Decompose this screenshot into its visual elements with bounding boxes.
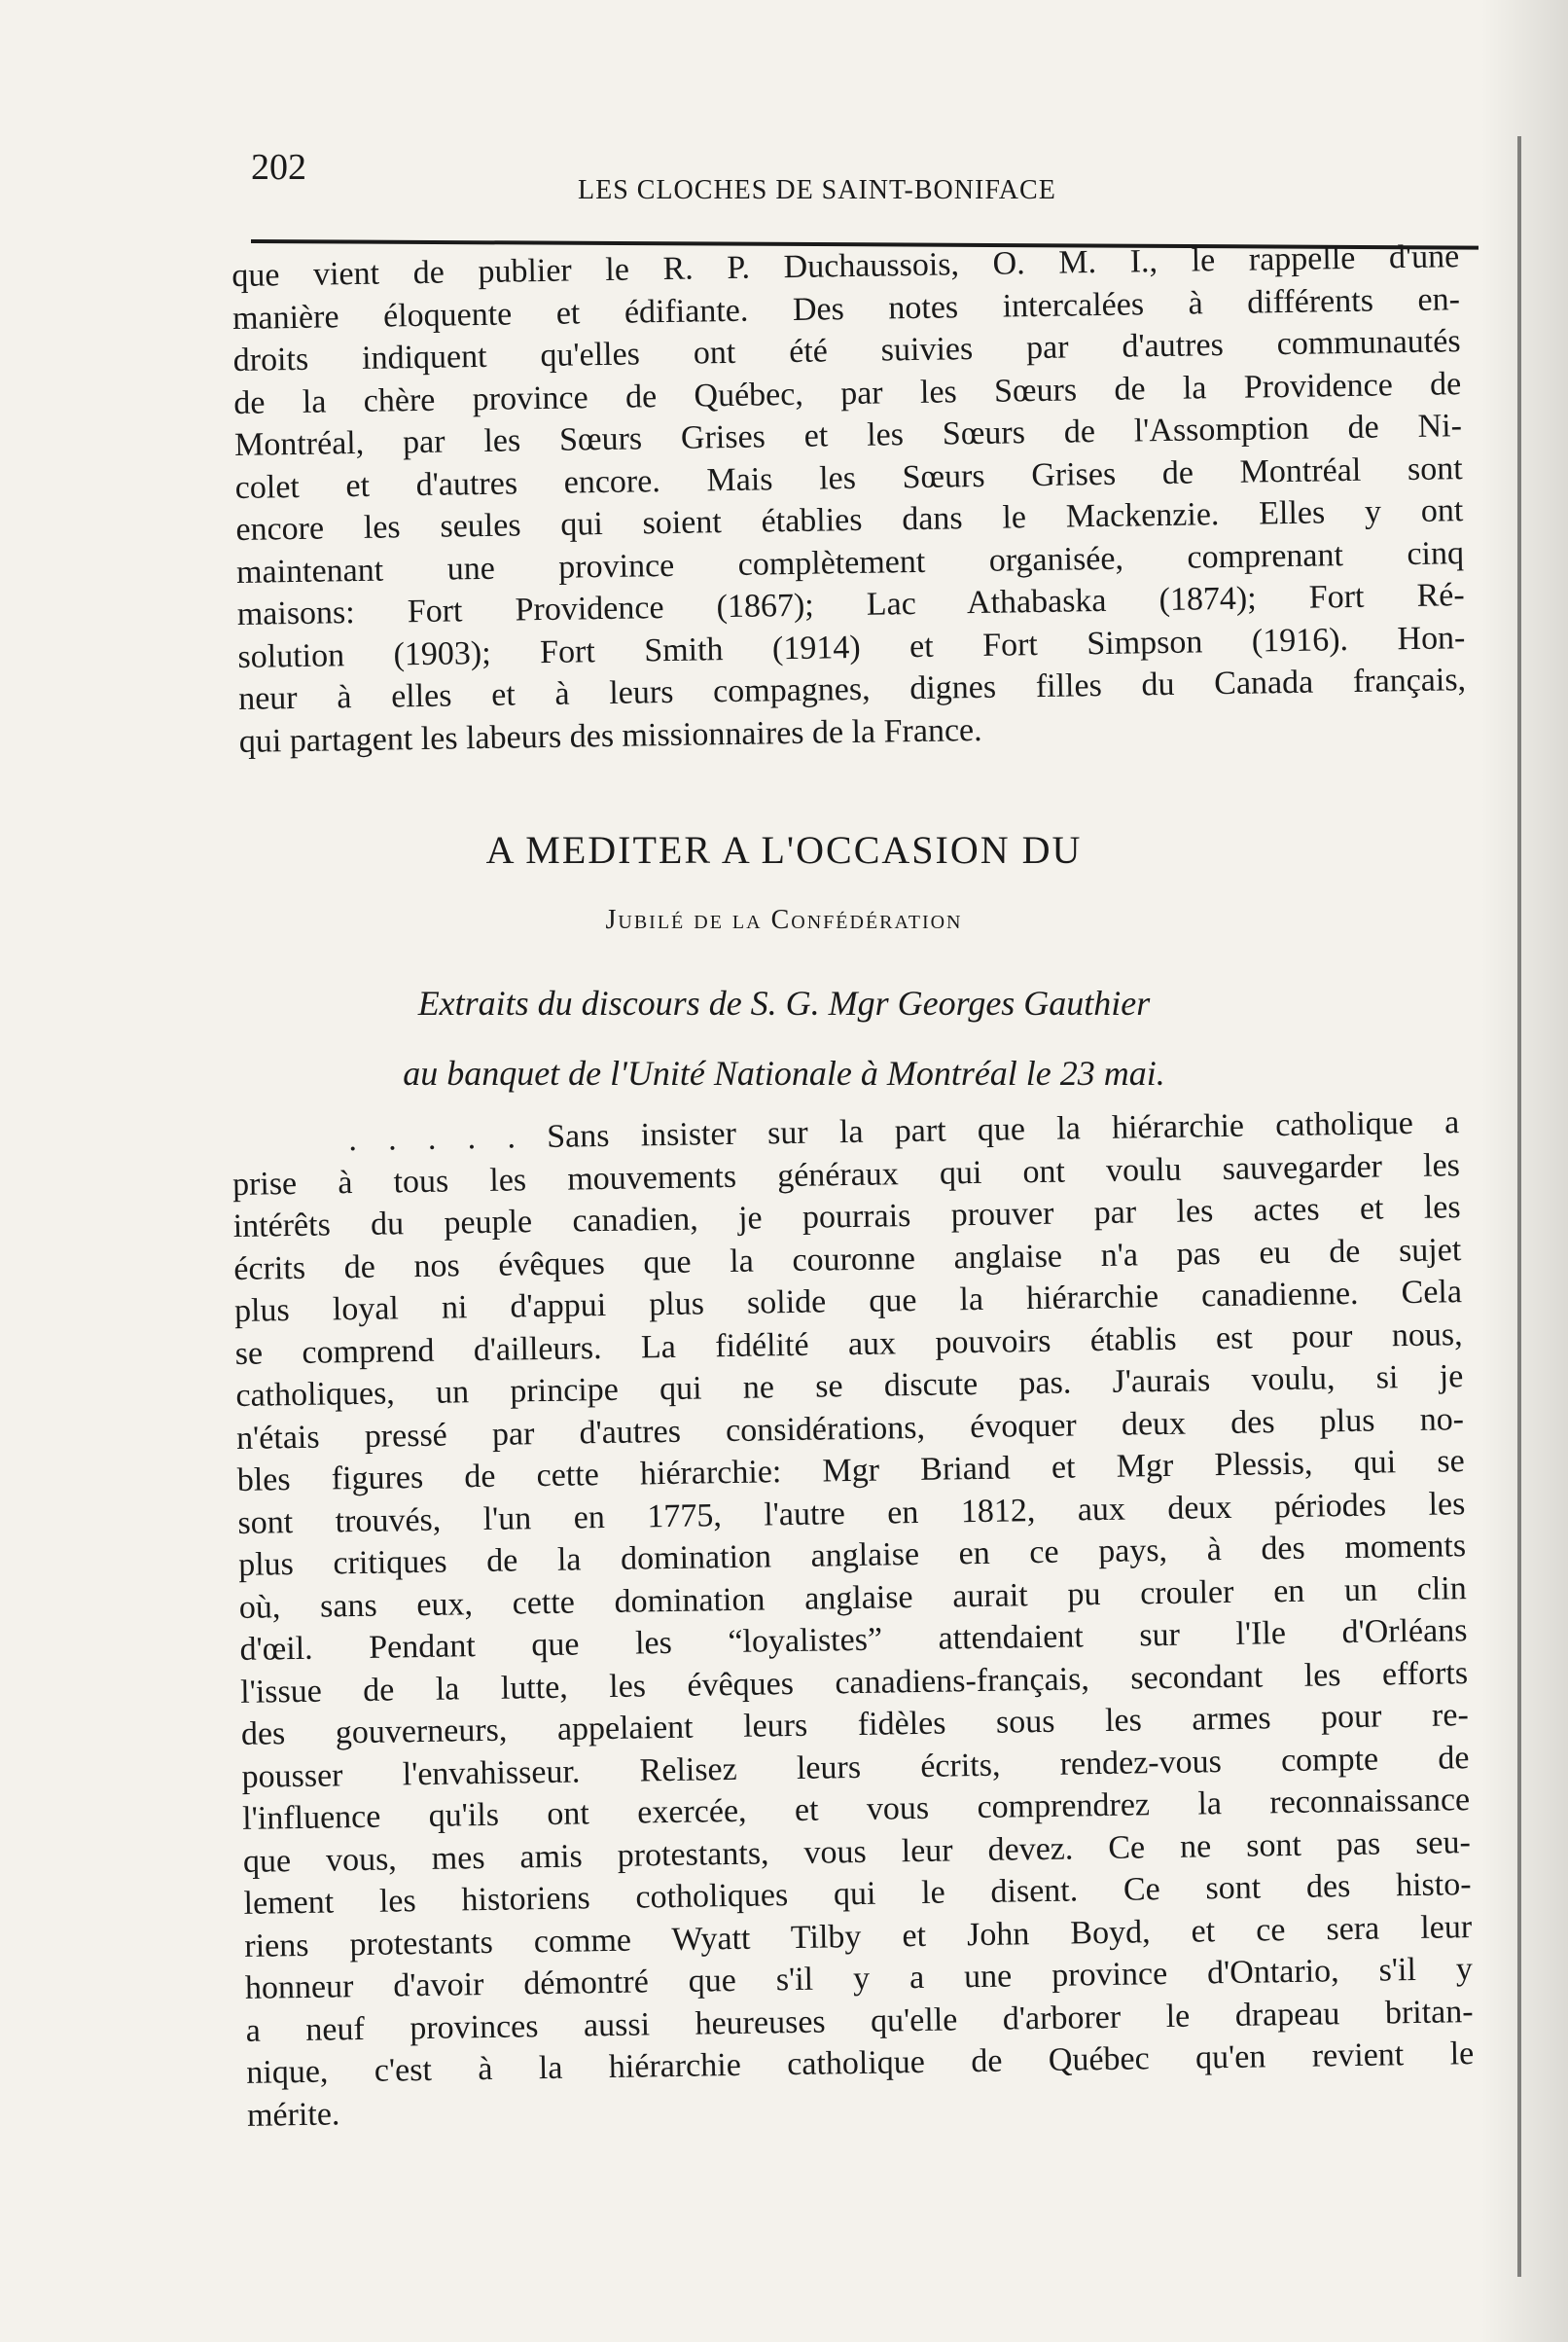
text-line: que vous, mes amis protestants, vous leur devez. Ce ne sont pas seu- [242, 1823, 1472, 1880]
text-line: écrits de nos évêques que la couronne anglaise n'a pas eu de sujet [233, 1231, 1462, 1287]
text-line: qui partagent les labeurs des missionnaires de la France. [238, 711, 982, 760]
text-line: nique, c'est à la hiérarchie catholique de Québec qu'en revient le [246, 2036, 1475, 2091]
text-line: mérite. [246, 2095, 340, 2134]
text-line: droits indiquent qu'elles ont été suivies par d'autres communautés [232, 323, 1461, 378]
text-line: des gouverneurs, appelaient leurs fidèles sous les armes pour re- [240, 1697, 1470, 1752]
text-line: bles figures de cette hiérarchie: Mgr Briand et Mgr Plessis, qui se [236, 1443, 1465, 1498]
section-title: A MEDITER A L'OCCASION DU [485, 828, 1083, 872]
text-line: prise à tous les mouvements généraux qui ont voulu sauvegarder les [232, 1146, 1461, 1203]
text-line: encore les seules qui soient établies dans le Mackenzie. Elles y ont [235, 492, 1464, 548]
paragraph-1 [232, 235, 1467, 763]
text-line: sont trouvés, l'un en 1775, l'autre en 1812, aux deux périodes les [237, 1485, 1466, 1541]
text-line: plus critiques de la domination anglaise en ce pays, à des moments [237, 1528, 1467, 1583]
page-number: 202 [251, 147, 306, 188]
source-line-2: au banquet de l'Unité Nationale à Montréal le 23 mai. [403, 1054, 1165, 1093]
text-line: lement les historiens cotholiques qui le disent. Ce sont des histo- [243, 1866, 1472, 1922]
page-binding-edge [1517, 136, 1521, 2277]
page-header [251, 146, 1486, 214]
text-line: de la chère province de Québec, par les Sœurs de la Providence de [233, 365, 1462, 421]
text-line: honneur d'avoir démontré que s'il y a une province d'Ontario, s'il y [244, 1951, 1474, 2006]
text-line: que vient de publier le R. P. Duchaussois, O. M. I., le rappelle d'une [232, 238, 1460, 294]
text-line: pousser l'envahisseur. Relisez leurs écrits, rendez-vous compte de [241, 1739, 1470, 1795]
text-line: . . . . . Sans insister sur la part que la hiérarchie catholique a [348, 1104, 1460, 1159]
text-line: plus loyal ni d'appui plus solide que la hiérarchie canadienne. Cela [233, 1274, 1463, 1329]
text-line: l'influence qu'ils ont exercée, et vous comprendrez la reconnaissance [241, 1782, 1471, 1837]
text-line: d'œil. Pendant que les “loyalistes” attendaient sur l'Ile d'Orléans [239, 1612, 1468, 1668]
text-line: maisons: Fort Providence (1867); Lac Athabaska (1874); Fort Ré- [236, 577, 1465, 632]
text-line: catholiques, un principe qui ne se discute pas. J'aurais voulu, si je [235, 1358, 1464, 1414]
text-line: Montréal, par les Sœurs Grises et les Sœurs de l'Assomption de Ni- [233, 408, 1463, 463]
page-edge-shadow [1480, 0, 1568, 2342]
source-line-1: Extraits du discours de S. G. Mgr Georges Gauthier [417, 984, 1151, 1023]
text-line: n'étais pressé par d'autres considérations, évoquer deux des plus no- [235, 1400, 1465, 1457]
paragraph-2 [232, 1101, 1475, 2137]
text-line: a neuf provinces aussi heureuses qu'elle d'arborer le drapeau britan- [245, 1993, 1474, 2049]
text-line: riens protestants comme Wyatt Tilby et John Boyd, et ce sera leur [244, 1908, 1473, 1964]
text-line: solution (1903); Fort Smith (1914) et Fort Simpson (1916). Hon- [237, 619, 1466, 675]
text-line: l'issue de la lutte, les évêques canadiens-français, secondant les efforts [239, 1654, 1469, 1711]
text-line: neur à elles et à leurs compagnes, dignes filles du Canada français, [237, 662, 1467, 717]
text-line: intérêts du peuple canadien, je pourrais prouver par les actes et les [232, 1189, 1461, 1244]
text-line: manière éloquente et édifiante. Des notes intercalées à différents en- [232, 280, 1461, 337]
text-line: se comprend d'ailleurs. La fidélité aux pouvoirs établis est pour nous, [234, 1315, 1463, 1372]
text-line: où, sans eux, cette domination anglaise aurait pu crouler en un clin [238, 1569, 1467, 1626]
section-subtitle: Jubilé de la Confédération [605, 905, 963, 935]
text-line: colet et d'autres encore. Mais les Sœurs Grises de Montréal sont [234, 450, 1463, 506]
text-line: maintenant une province complètement organisée, comprenant cinq [235, 534, 1465, 591]
running-title: LES CLOCHES DE SAINT-BONIFACE [578, 175, 1056, 205]
